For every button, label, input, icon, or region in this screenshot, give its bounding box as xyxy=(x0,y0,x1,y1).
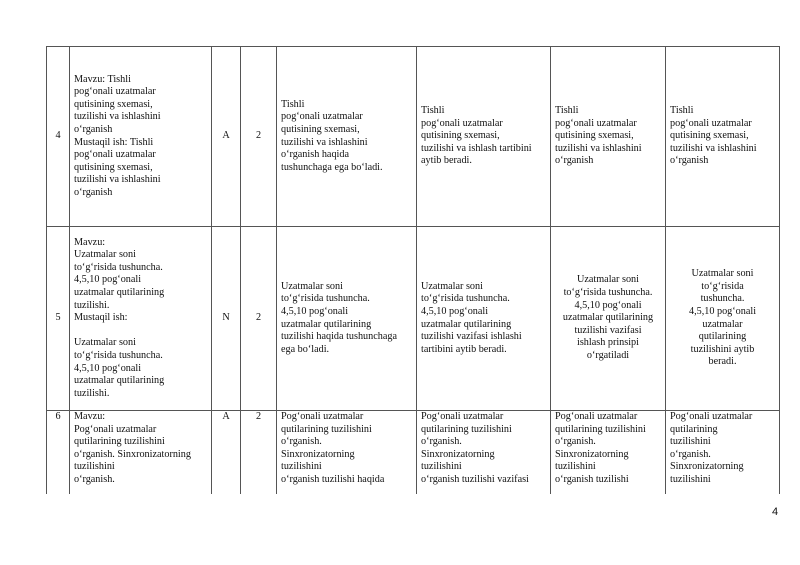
lesson-type-cell: N xyxy=(212,227,241,411)
lesson-type-cell: A xyxy=(212,47,241,227)
table-row xyxy=(47,227,780,411)
knowledge-cell: Tishli pogʻonali uzatmalar qutisining sxemasi, tuzilishi va ishlashini oʻrganish haqida tushunchaga ega boʻladi. xyxy=(277,47,417,227)
outcome-cell: Uzatmalar soni toʻgʻrisida tushuncha. 4,5,10 pogʻonali uzatmalar qutilarining tuzilishini aytib beradi. xyxy=(666,227,780,411)
skills-cell: Tishli pogʻonali uzatmalar qutisining sxemasi, tuzilishi va ishlash tartibini aytib beradi. xyxy=(417,47,551,227)
hours-cell: 2 xyxy=(241,47,277,227)
knowledge-cell: Uzatmalar soni toʻgʻrisida tushuncha. 4,5,10 pogʻonali uzatmalar qutilarining tuzilishi haqida tushunchaga ega boʻladi. xyxy=(277,227,417,411)
row-number: 5 xyxy=(47,227,70,411)
outcome-cell: Pogʻonali uzatmalar qutilarining tuzilishini oʻrganish. Sinxronizatorning tuzilishini xyxy=(666,411,780,501)
hours-cell: 2 xyxy=(241,227,277,411)
hours-cell: 2 xyxy=(241,411,277,501)
competence-cell: Uzatmalar soni toʻgʻrisida tushuncha. 4,5,10 pogʻonali uzatmalar qutilarining tuzilishi vazifasi ishlash prinsipi oʻrgatiladi xyxy=(551,227,666,411)
topic-cell: Mavzu: Pogʻonali uzatmalar qutilarining tuzilishini oʻrganish. Sinxronizatorning tuzilishini oʻrganish. xyxy=(70,411,212,501)
table-row xyxy=(47,411,780,501)
row-number: 6 xyxy=(47,411,70,501)
topic-cell: Mavzu: Uzatmalar soni toʻgʻrisida tushuncha. 4,5,10 pogʻonali uzatmalar qutilarining tuzilishi. Mustaqil ish: Uzatmalar soni toʻgʻrisida tushuncha. 4,5,10 pogʻonali uzatmalar qutilarining tuzilishi. xyxy=(70,227,212,411)
row-number: 4 xyxy=(47,47,70,227)
topic-cell: Mavzu: Tishli pogʻonali uzatmalar qutisining sxemasi, tuzilishi va ishlashini oʻrganish Mustaqil ish: Tishli pogʻonali uzatmalar qutisining sxemasi, tuzilishi va ishlashini oʻrganish xyxy=(70,47,212,227)
skills-cell: Pogʻonali uzatmalar qutilarining tuzilishini oʻrganish. Sinxronizatorning tuzilishini oʻrganish tuzilishi vazifasi xyxy=(417,411,551,501)
skills-cell: Uzatmalar soni toʻgʻrisida tushuncha. 4,5,10 pogʻonali uzatmalar qutilarining tuzilishi vazifasi ishlashi tartibini aytib beradi. xyxy=(417,227,551,411)
lesson-type-cell: A xyxy=(212,411,241,501)
table-row xyxy=(47,47,780,227)
knowledge-cell: Pogʻonali uzatmalar qutilarining tuzilishini oʻrganish. Sinxronizatorning tuzilishini oʻrganish tuzilishi haqida xyxy=(277,411,417,501)
page-bottom-margin xyxy=(0,494,800,565)
curriculum-table xyxy=(46,46,780,501)
competence-cell: Pogʻonali uzatmalar qutilarining tuzilishini oʻrganish. Sinxronizatorning tuzilishini oʻrganish tuzilishi xyxy=(551,411,666,501)
page-number: 4 xyxy=(772,506,779,518)
outcome-cell: Tishli pogʻonali uzatmalar qutisining sxemasi, tuzilishi va ishlashini oʻrganish xyxy=(666,47,780,227)
competence-cell: Tishli pogʻonali uzatmalar qutisining sxemasi, tuzilishi va ishlashini oʻrganish xyxy=(551,47,666,227)
